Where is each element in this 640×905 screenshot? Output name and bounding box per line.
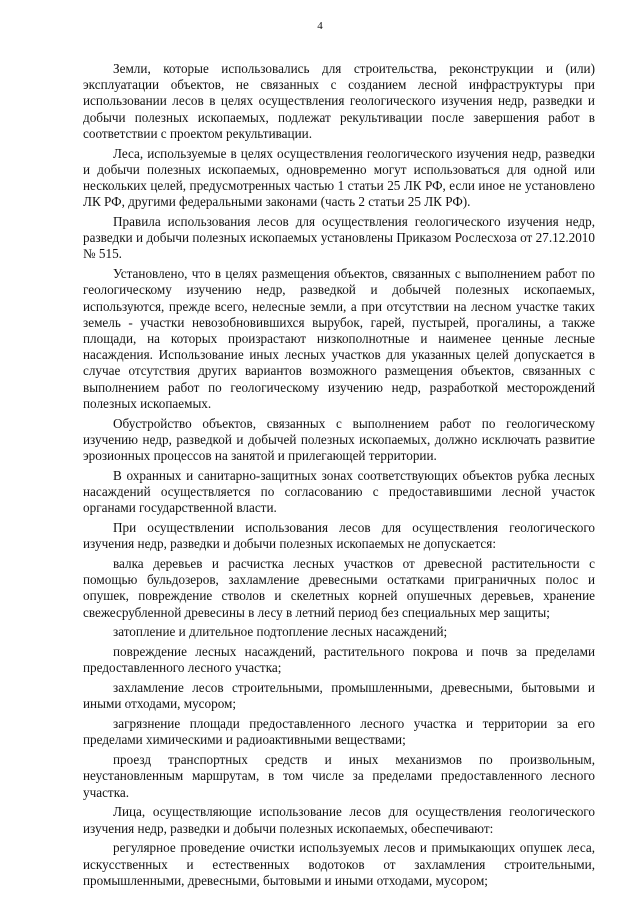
paragraph-placement: Установлено, что в целях размещения объектов, связанных с выполнением работ по геологическому изучению недр, разведкой и добычей полезных ископаемых, используются, прежде всего, нелесные земли, а при отсутствии на лесном участке таких земель - участки невозобновившихся вырубок, гарей, пустырей, прогалины, а также площади, на которых произрастают низкополнотные и наименее ценные лесные насаждения. Использование иных лесных участков для указанных целей допускается в случае отсутствия других вариантов возможного размещения объектов, связанных с выполнением работ по геологическому изучению недр, разработкой месторождений полезных ископаемых. [83, 266, 595, 411]
paragraph-erosion: Обустройство объектов, связанных с выполнением работ по геологическому изучению недр, разведкой и добычей полезных ископаемых, должно исключать развитие эрозионных процессов на занятой и прилегающей территории. [83, 415, 595, 464]
paragraph-rules-order: Правила использования лесов для осуществления геологического изучения недр, разведки и добычи полезных ископаемых установлены Приказом Рослесхоза от 27.12.2010 № 515. [83, 214, 595, 262]
list-item-flooding: затопление и длительное подтопление лесных насаждений; [113, 624, 448, 640]
paragraph-obligations-intro: Лица, осуществляющие использование лесов для осуществления геологического изучения недр, разведки и добычи полезных ископаемых, обеспечивают: [83, 804, 595, 836]
page-number: 4 [317, 20, 323, 32]
paragraph-recultivation: Земли, которые использовались для строительства, реконструкции и (или) эксплуатации объектов, не связанных с созданием лесной инфраструктуры при использовании лесов в целях осуществления геологического изучения недр, разведки и добычи полезных ископаемых, подлежат рекультивации после завершения работ в соответствии с проектом рекультивации. [83, 61, 595, 141]
paragraph-multiple-use: Леса, используемые в целях осуществления геологического изучения недр, разведки и добычи полезных ископаемых, одновременно могут использоваться для одной или нескольких целей, предусмотренных частью 1 статьи 25 ЛК РФ, если иное не установлено ЛК РФ, другими федеральными законами (часть 2 статьи 25 ЛК РФ). [83, 145, 595, 210]
list-item-contamination: загрязнение площади предоставленного лесного участка и территории за его пределами химическими и радиоактивными веществами; [83, 716, 595, 748]
paragraph-prohibitions-intro: При осуществлении использования лесов для осуществления геологического изучения недр, разведки и добычи полезных ископаемых не допускается: [83, 520, 595, 552]
list-item-vehicle-passage: проезд транспортных средств и иных механизмов по произвольным, неустановленным маршрутам, в том числе за пределами предоставленного лесного участка. [83, 752, 595, 800]
list-item-littering: захламление лесов строительными, промышленными, древесными, бытовыми и иными отходами, мусором; [83, 680, 595, 712]
list-item-damage: повреждение лесных насаждений, растительного покрова и почв за пределами предоставленного лесного участка; [83, 644, 595, 676]
list-item-cleaning: регулярное проведение очистки используемых лесов и примыкающих опушек леса, искусственных и естественных водотоков от захламления строительными, промышленными, древесными, бытовыми и иными отходами, мусором; [83, 840, 595, 888]
paragraph-protection-zones: В охранных и санитарно-защитных зонах соответствующих объектов рубка лесных насаждений осуществляется по согласованию с предоставившими лесной участок органами государственной власти. [83, 467, 595, 516]
list-item-felling: валка деревьев и расчистка лесных участков от древесной растительности с помощью бульдозеров, захламление древесными остатками приграничных полос и опушек, повреждение стволов и скелетных корней опушечных деревьев, хранение свежесрубленной древесины в лесу в летний период без специальных мер защиты; [83, 556, 595, 620]
document-body [83, 61, 595, 893]
